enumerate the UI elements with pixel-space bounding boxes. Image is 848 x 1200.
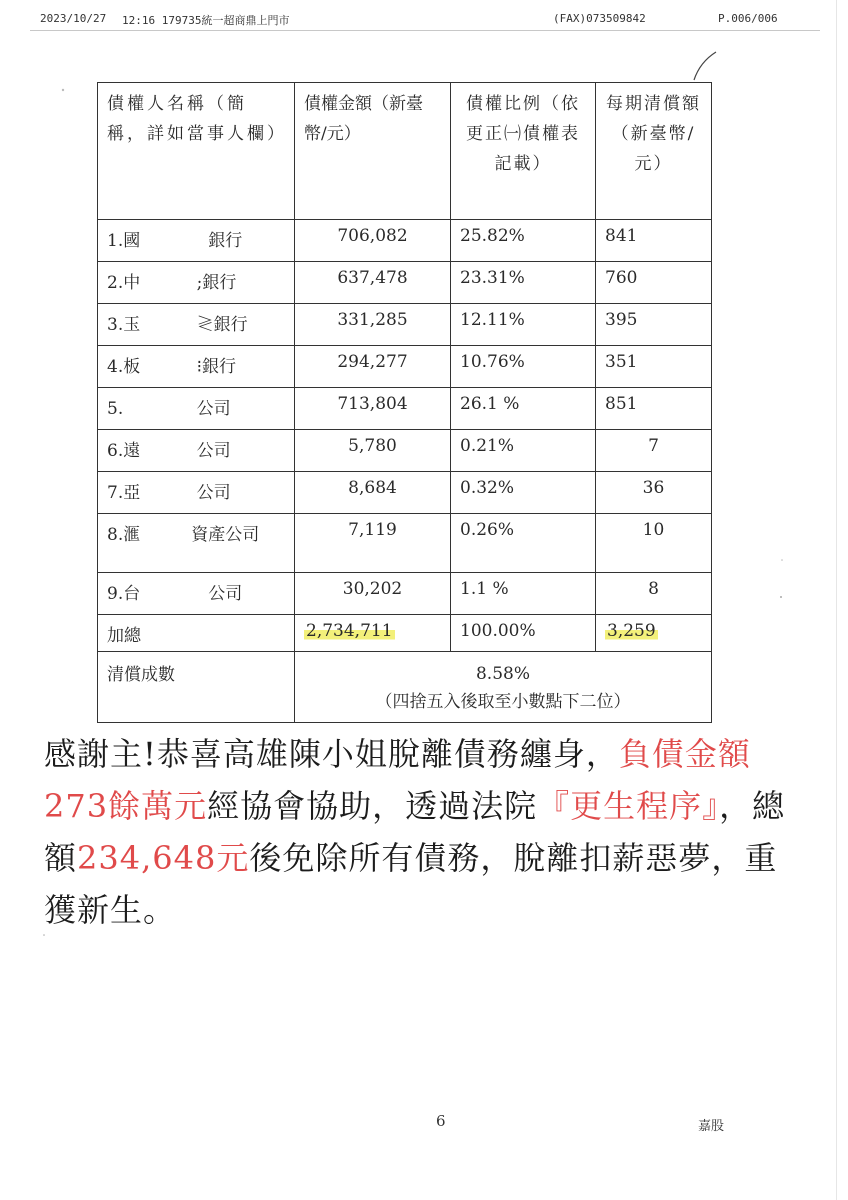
- repayment-rate-note: （四捨五入後取至小數點下二位）: [375, 692, 631, 712]
- fax-number: (FAX)073509842: [553, 12, 646, 25]
- claim-amount: 30,202: [295, 573, 451, 615]
- fax-header: [0, 12, 848, 30]
- repayment-rate-label: 清償成數: [98, 652, 295, 723]
- table-header-row: [98, 83, 712, 220]
- creditor-name: 9.台 公司: [98, 573, 295, 615]
- repayment-rate-cell: [295, 652, 712, 723]
- message-text: ，總額: [44, 787, 786, 877]
- claim-amount: 637,478: [295, 262, 451, 304]
- header-amount: 債權金額（新臺幣/元）: [295, 83, 451, 220]
- creditor-name: 1.國 銀行: [98, 220, 295, 262]
- claim-ratio: 25.82%: [451, 220, 596, 262]
- claim-ratio: 0.32%: [451, 472, 596, 514]
- debt-amount-highlight: 負債金額273餘萬元: [44, 735, 751, 825]
- total-amount: 2,734,711: [306, 621, 393, 641]
- claim-ratio: 12.11%: [451, 304, 596, 346]
- header-ratio: 債權比例（依更正㈠債權表記載）: [451, 83, 596, 220]
- installment-amount: 7: [596, 430, 712, 472]
- message-text: 感謝主!恭喜高雄陳小姐脫離債務纏身，: [44, 735, 619, 773]
- message-text: 經協會協助，透過法院: [207, 787, 538, 825]
- installment-amount: 8: [596, 573, 712, 615]
- claim-ratio: 10.76%: [451, 346, 596, 388]
- repayment-rate-value: 8.58%: [475, 664, 530, 684]
- installment-amount: 10: [596, 514, 712, 573]
- installment-amount: 851: [596, 388, 712, 430]
- claims-table: [97, 82, 712, 723]
- installment-amount: 351: [596, 346, 712, 388]
- table-row: [98, 430, 712, 472]
- total-row: [98, 615, 712, 652]
- claim-amount: 294,277: [295, 346, 451, 388]
- installment-amount: 841: [596, 220, 712, 262]
- scan-edge-line: [836, 0, 837, 1200]
- creditor-name: 8.滙 資產公司: [98, 514, 295, 573]
- table-row: [98, 262, 712, 304]
- installment-amount: 395: [596, 304, 712, 346]
- claim-amount: 8,684: [295, 472, 451, 514]
- header-payment: 每期清償額（新臺幣/元）: [596, 83, 712, 220]
- claim-ratio: 0.26%: [451, 514, 596, 573]
- claim-ratio: 23.31%: [451, 262, 596, 304]
- creditor-name: 3.玉 ≷銀行: [98, 304, 295, 346]
- table-row: [98, 304, 712, 346]
- fax-date: 2023/10/27: [40, 12, 107, 25]
- fax-time-sender: 12:16 179735統一超商鼎上門市: [122, 14, 290, 27]
- repayment-rate-row: [98, 652, 712, 723]
- creditor-name: 6.遠 公司: [98, 430, 295, 472]
- fax-page-indicator: P.006/006: [718, 12, 778, 25]
- testimonial-message: [44, 728, 799, 936]
- page-number: 6: [436, 1112, 446, 1130]
- table-row: [98, 573, 712, 615]
- creditor-name: 7.亞 公司: [98, 472, 295, 514]
- total-payment-cell: [596, 615, 712, 652]
- claim-amount: 706,082: [295, 220, 451, 262]
- claim-ratio: 1.1 %: [451, 573, 596, 615]
- header-creditor: 債權人名稱（簡稱，詳如當事人欄）: [98, 83, 295, 220]
- claim-ratio: 26.1 %: [451, 388, 596, 430]
- fax-header-rule: [30, 30, 820, 31]
- creditor-name: 4.板 ⁝銀行: [98, 346, 295, 388]
- table-row: [98, 220, 712, 262]
- claim-amount: 331,285: [295, 304, 451, 346]
- total-repayment-highlight: 234,648元: [77, 839, 250, 877]
- claim-amount: 7,119: [295, 514, 451, 573]
- claim-amount: 5,780: [295, 430, 451, 472]
- message-text: 後免除所有債務，脫離扣薪惡夢，重獲新生。: [44, 839, 778, 929]
- installment-amount: 760: [596, 262, 712, 304]
- creditor-name: 5. 公司: [98, 388, 295, 430]
- table-row: [98, 388, 712, 430]
- claim-amount: 713,804: [295, 388, 451, 430]
- total-amount-cell: [295, 615, 451, 652]
- stamp-text: 嘉股: [698, 1119, 725, 1134]
- table-row: [98, 514, 712, 573]
- total-ratio: 100.00%: [451, 615, 596, 652]
- total-label: 加總: [98, 615, 295, 652]
- table-row: [98, 346, 712, 388]
- procedure-highlight: 『更生程序』: [537, 787, 720, 825]
- total-payment: 3,259: [607, 621, 656, 641]
- creditor-name: 2.中 ;銀行: [98, 262, 295, 304]
- installment-amount: 36: [596, 472, 712, 514]
- claim-ratio: 0.21%: [451, 430, 596, 472]
- table-row: [98, 472, 712, 514]
